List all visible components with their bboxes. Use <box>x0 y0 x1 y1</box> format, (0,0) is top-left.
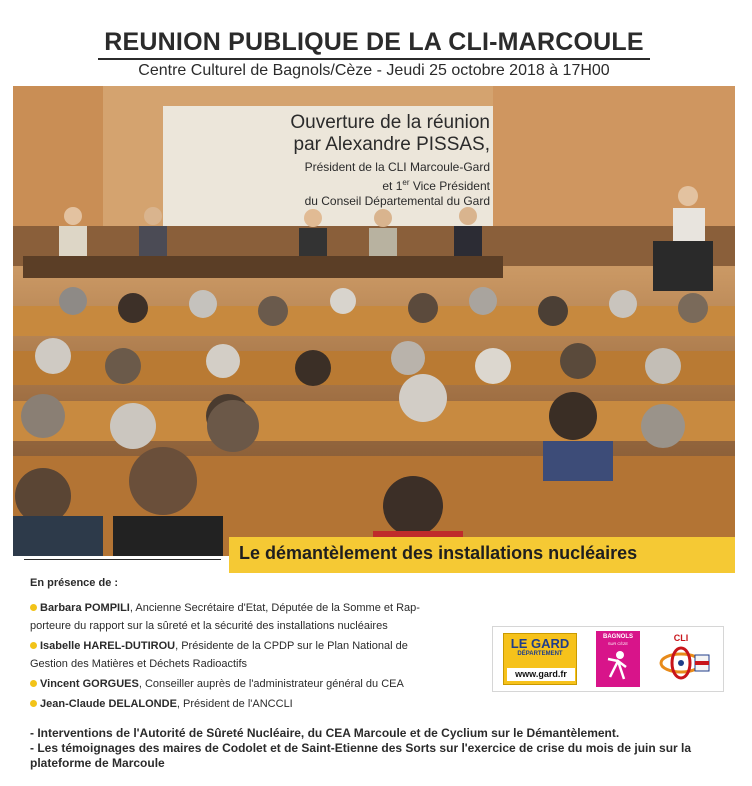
participants-list <box>30 599 450 715</box>
topic-banner: Le démantèlement des installations nucléaires <box>229 537 735 573</box>
presence-heading: En présence de : <box>30 577 119 589</box>
opening-speaker: par Alexandre PISSAS, <box>293 134 490 155</box>
program-notes <box>30 726 742 771</box>
list-item: Jean-Claude DELALONDE, Président de l'ANCCLI <box>30 695 450 713</box>
list-item: Isabelle HAREL-DUTIROU, Présidente de la CPDP sur le Plan National de Gestion des Matières et Déchets Radioactifs <box>30 640 408 670</box>
page-title: REUNION PUBLIQUE DE LA CLI-MARCOULE <box>104 28 644 56</box>
opening-remarks <box>150 112 490 209</box>
note-line: - Les témoignages des maires de Codolet et de Saint-Etienne des Sorts sur l'exercice de crise du mois de juin sur la <box>30 741 692 755</box>
divider-line <box>24 559 221 560</box>
event-subtitle: Centre Culturel de Bagnols/Cèze - Jeudi 25 octobre 2018 à 17H00 <box>138 62 610 79</box>
bagnols-logo: BAGNOLS SUR CÈZE <box>596 631 640 687</box>
dancer-icon <box>596 631 640 687</box>
speaker-title-3: du Conseil Départemental du Gard <box>304 194 490 208</box>
opening-line: Ouverture de la réunion <box>290 112 490 133</box>
bullet-icon <box>30 700 37 707</box>
note-line: plateforme de Marcoule <box>30 756 165 770</box>
speaker-title-2: et 1er Vice Président <box>382 178 490 193</box>
bullet-icon <box>30 642 37 649</box>
gard-logo: LE GARD DÉPARTEMENT www.gard.fr <box>503 633 577 685</box>
cli-logo: CLI <box>651 633 711 685</box>
atom-icon <box>651 633 711 685</box>
bullet-icon <box>30 604 37 611</box>
list-item: Barbara POMPILI, Ancienne Secrétaire d'Etat, Députée de la Somme et Rap- porteure du rapport sur la sûreté et la sécurité des installations nucléaires <box>30 602 420 632</box>
speaker-title-1: Président de la CLI Marcoule-Gard <box>304 160 490 174</box>
title-underline <box>98 58 650 60</box>
partner-logos <box>492 626 724 692</box>
bullet-icon <box>30 680 37 687</box>
note-line: - Interventions de l'Autorité de Sûreté Nucléaire, du CEA Marcoule et de Cyclium sur le Démantèlement. <box>30 726 620 740</box>
list-item: Vincent GORGUES, Conseiller auprès de l'administrateur général du CEA <box>30 675 450 693</box>
